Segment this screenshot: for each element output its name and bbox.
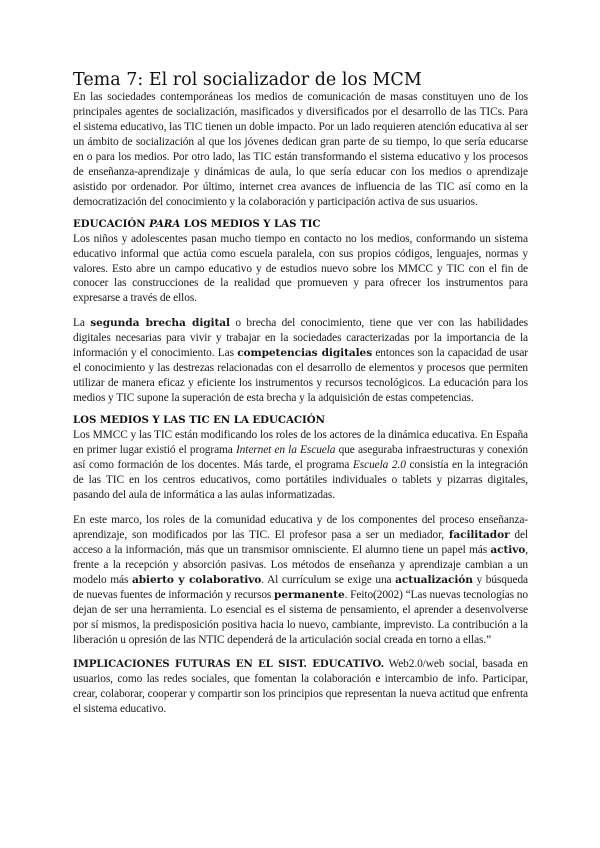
- section-heading: LOS MEDIOS Y LAS TIC EN LA EDUCACIÓN: [73, 414, 325, 427]
- section-implicaciones-futuras: [73, 657, 528, 717]
- text-run: entonces son la capacidad de usar el conocimiento y las destrezas relacionadas con el desarrollo de elementos y procesos que permiten utilizar de manera eficaz y eficiente los instrumentos y recursos tecnológicos. La educación para los medios y TIC supone la superación de esta brecha y la adquisición de estas competencias.: [73, 347, 528, 405]
- paragraph: [73, 513, 528, 648]
- italic-term: Escuela 2.0: [352, 459, 406, 472]
- text-run: que aseguraba infraestructuras y conexión así como formación de los docentes. Más tarde, el programa: [73, 444, 528, 472]
- bold-term: activo: [490, 543, 526, 556]
- section-heading: [73, 217, 528, 232]
- paragraph: [73, 316, 528, 406]
- heading-emphasis: PARA: [149, 217, 181, 230]
- italic-term: Internet en la Escuela: [235, 444, 336, 457]
- text-run: o brecha del conocimiento, tiene que ver con las habilidades digitales necesarias para vivir y trabajar en la sociedades caracterizadas por la importancia de la información y el conocimiento. Las: [73, 317, 529, 360]
- paragraph: Los niños y adolescentes pasan mucho tiempo en contacto no los medios, conformando un sistema educativo informal que actúa como escuela paralela, con sus propios códigos, lenguajes, normas y valores. Esto abre un campo educativo y de estudios nuevo sobre los MMCC y TIC con el fin de conocer las construcciones de la realidad que promueven y para ofrecer los instrumentos para expresarse a través de ellos.: [73, 232, 528, 305]
- text-run: En este marco, los roles de la comunidad educativa y de los componentes del proceso enseñanza-aprendizaje, son modificados por las TIC. El profesor pasa a ser un mediador,: [73, 513, 528, 541]
- bold-term: competencias digitales: [237, 347, 373, 360]
- heading-text: LOS MEDIOS Y LAS TIC: [180, 217, 321, 230]
- text-run: La: [73, 317, 91, 330]
- heading-text: EDUCACIÓN: [73, 217, 150, 230]
- bold-term: segunda brecha digital: [90, 317, 230, 330]
- page-title: Tema 7: El rol socializador de los MCM: [73, 70, 422, 90]
- intro-paragraph: En las sociedades contemporáneas los medios de comunicación de masas constituyen uno de los principales agentes de socialización, masificados y diversificados por el desarrollo de las TICs. Para el sistema educativo, las TIC tienen un doble impacto. Por un lado requieren atención educativa al ser un ámbito de socialización al que los jóvenes dedican gran parte de su tiempo, lo que sería educarse en o para los medios. Por otro lado, las TIC están transformando el sistema educativo y los procesos de enseñanza-aprendizaje y dinámicas de aula, lo que sería educar con los medios o aprendizaje asistido por ordenador. Por último, internet crea avances de influencia de las TIC así como en la democratización del conocimiento y la colaboración y participación activa de sus usuarios.: [73, 91, 528, 208]
- lead-heading: IMPLICACIONES FUTURAS EN EL SIST. EDUCATIVO.: [73, 658, 385, 671]
- bold-term: facilitador: [448, 528, 510, 541]
- text-run: consistía en la integración de las TIC en los centros educativos, como portátiles individuales o tablets y pizarras digitales, pasando del aula de informática a las aulas informatizadas.: [73, 459, 528, 501]
- bold-term: abierto y colaborativo: [131, 573, 262, 586]
- text-run: y búsqueda de nuevas fuentes de información y recursos: [73, 573, 528, 601]
- text-run: del acceso a la información, más que un transmisor omnisciente. El alumno tiene un papel más: [73, 528, 528, 556]
- bold-term: actualización: [395, 573, 473, 586]
- text-run: Los MMCC y las TIC están modificando los roles de los actores de la dinámica educativa. En España en primer lugar existió el programa: [73, 429, 528, 457]
- text-run: Web2.0/web social, basada en usuarios, como las redes sociales, que fomentan la colaboración e intercambio de info. Participar, crear, colaborar, cooperar y compartir son los principios que representan la nueva actitud que enfrenta el sistema educativo.: [73, 658, 528, 716]
- section-medios-tic-educacion: [73, 413, 528, 647]
- text-run: . Al currículum se exige una: [261, 573, 396, 586]
- bold-term: permanente: [274, 588, 345, 601]
- text-run: . Feito(2002) “Las nuevas tecnologías no dejan de ser una herramienta. Lo esencial es el sistema de pensamiento, el aprender a desenvolverse por sí mismos, la predisposición positiva hacia lo nuevo, cambiante, imprevisto. La contribución a la liberación u opresión de las NTIC dependerá de la articulación social creada en torno a ellas.”: [73, 588, 528, 646]
- paragraph: [73, 428, 528, 503]
- text-run: , frente a la recepción y absorción pasivas. Los métodos de enseñanza y aprendizaje cambian a un modelo más: [73, 543, 528, 586]
- section-educacion-para-los-medios: [73, 217, 528, 406]
- paragraph: [73, 657, 528, 717]
